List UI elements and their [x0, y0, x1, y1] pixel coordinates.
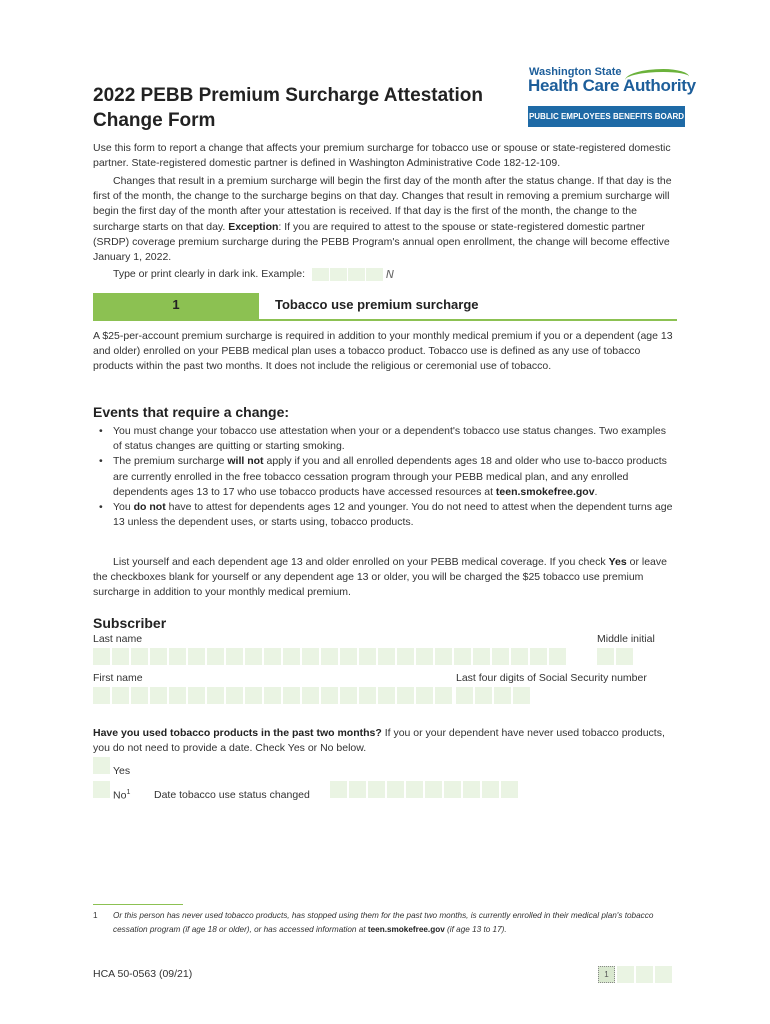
footnote-link[interactable]: teen.smokefree.gov	[367, 925, 445, 934]
no-label	[113, 789, 130, 802]
footnote-number: 1	[93, 911, 98, 920]
yes-checkbox[interactable]	[93, 757, 110, 774]
footnote	[93, 909, 673, 937]
page-number-boxes	[598, 966, 672, 983]
example-letter	[312, 268, 329, 281]
list-yes-bold: Yes	[608, 556, 627, 568]
tobacco-question-rest: If you or your dependent have never used tobacco products, you do not need to provide a date. Check Yes or No below.	[93, 727, 665, 755]
page-box	[655, 966, 672, 983]
events-bullet: • You must change your tobacco use attestation when your or a dependent's tobacco use status changes. Two examples of status changes are quitting or starting smoking.	[113, 424, 673, 454]
example-letter	[348, 268, 365, 281]
example-letter: N	[366, 268, 383, 281]
list-text-a: List yourself and each dependent age 13 and older enrolled on your PEBB medical coverage. If you check	[113, 556, 609, 568]
page-box	[636, 966, 653, 983]
bullet3-text-a: You	[113, 501, 134, 514]
intro-p2-text-a: Changes that result in a premium surcharge will begin the first day of the month after the status change. If that day is the first of the month, the change to the surcharge begins on that day. Changes that result in removing a premium surcharge will begin the first day of the month after your attestation is received. If that day is the first of the month, the change to the surcharge starts on that day.	[93, 175, 672, 233]
title-line-1: 2022 PEBB Premium Surcharge Attestation	[93, 85, 483, 106]
no-footnote-ref: 1	[126, 789, 131, 796]
example-letter	[330, 268, 347, 281]
ssn-field[interactable]	[456, 687, 530, 704]
date-status-label: Date tobacco use status changed	[154, 789, 310, 801]
title-line-2: Change Form	[93, 110, 216, 131]
last-name-label: Last name	[93, 633, 143, 645]
page-title	[93, 83, 513, 133]
section-number: 1	[93, 293, 259, 319]
bullet3-bold: do not	[133, 501, 166, 514]
footnote-divider	[93, 904, 183, 905]
intro-exception: Exception	[228, 220, 279, 233]
list-instructions	[93, 555, 678, 601]
list-text-b: or leave the checkboxes blank for yourself or any dependent age 13 or older, you will be charged the $25 tobacco use premium surcharge in addition to your monthly medical premium.	[93, 556, 667, 599]
last-name-field[interactable]	[93, 648, 566, 665]
page-number: 1	[598, 966, 615, 983]
bullet2-text-b: apply if you and all enrolled dependents ages 18 and older who use to-bacco products are currently enrolled in the free tobacco cessation program through your PEBB medical plan, and any enrolled dependents ages 13 to 17 who use tobacco products have accessed resources at	[113, 455, 667, 498]
footnote-text	[113, 909, 673, 937]
bullet2-text-c: .	[594, 485, 598, 498]
tobacco-question	[93, 726, 678, 756]
footnote-text-a: Or this person has never used tobacco products, has stopped using them for the past two months, is currently enrolled in their medical plan's tobacco cessation program (if age 18 or older), or has accessed information at	[113, 911, 654, 934]
example-line	[93, 267, 683, 282]
teen-smokefree-link[interactable]: teen.smokefree.gov	[495, 485, 595, 498]
events-bullet	[113, 500, 673, 530]
bullet2-text-a: The premium surcharge	[113, 455, 228, 468]
middle-initial-label: Middle initial	[597, 633, 655, 645]
intro-paragraph-1: Use this form to report a change that affects your premium surcharge for tobacco use or spouse or state-registered domestic partner. State-registered domestic partner is defined in Washington Administrative Code 182-12-109.	[93, 142, 671, 170]
first-name-label: First name	[93, 672, 143, 684]
logo-line-2: Health Care Authority	[528, 76, 696, 95]
events-list	[93, 424, 673, 530]
example-letters	[312, 267, 395, 281]
example-label: Type or print clearly in dark ink. Example:	[113, 268, 305, 280]
section-title: Tobacco use premium surcharge	[275, 297, 479, 312]
hca-logo	[521, 66, 696, 132]
section-1-description: A $25-per-account premium surcharge is required in addition to your monthly medical premium if you or a dependent (age 13 and older) enrolled on your PEBB medical plan uses a tobacco product. Tobacco use is defined as any use of tobacco products within the past two months. It does not include the religious or ceremonial use of tobacco.	[93, 330, 673, 373]
page-box	[617, 966, 634, 983]
bullet3-text-b: have to attest for dependents ages 12 and younger. You do not need to attest when the dependent turns age 13 unless the dependent uses, or starts using, tobacco products.	[113, 501, 673, 529]
no-checkbox[interactable]	[93, 781, 110, 798]
yes-label: Yes	[113, 765, 131, 777]
ssn-label: Last four digits of Social Security number	[456, 672, 647, 684]
middle-initial-field[interactable]	[597, 648, 633, 665]
first-name-field[interactable]	[93, 687, 452, 704]
events-bullet	[113, 454, 673, 500]
events-heading: Events that require a change:	[93, 404, 290, 420]
tobacco-question-bold: Have you used tobacco products in the past two months?	[93, 727, 382, 739]
section-1-header	[93, 293, 677, 321]
no-label-text: No	[113, 789, 127, 802]
intro-paragraph-2	[93, 174, 683, 265]
date-status-field[interactable]	[330, 781, 518, 798]
footnote-text-b: (if age 13 to 17).	[444, 925, 507, 934]
bullet2-bold: will not	[227, 455, 264, 468]
logo-line-1: Washington State	[529, 66, 622, 78]
form-number: HCA 50-0563 (09/21)	[93, 968, 193, 980]
logo-bar: PUBLIC EMPLOYEES BENEFITS BOARD	[528, 106, 685, 127]
subscriber-heading: Subscriber	[93, 615, 167, 631]
intro-p2-text-b: : If you are required to attest to the spouse or state-registered domestic partner (SRDP) coverage premium surcharge during the PEBB Program's annual open enrollment, the change will become effective January 1, 2022.	[93, 220, 670, 264]
